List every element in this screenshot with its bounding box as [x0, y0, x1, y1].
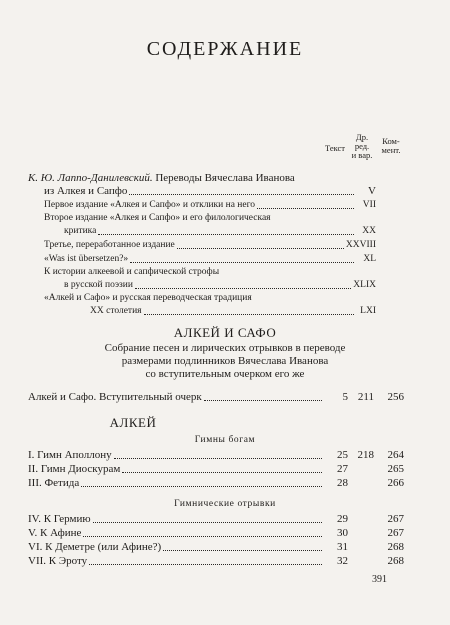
toc-entry[interactable]: VII. К Эроту [28, 554, 324, 568]
section-heading-alkey-sapfo: АЛКЕЙ И САФО [173, 325, 277, 340]
column-header-variants: Др. ред. и вар. [351, 132, 373, 160]
toc-entry[interactable]: XX столетия LXI [90, 306, 376, 316]
toc-entry[interactable]: VI. К Деметре (или Афине?) [28, 540, 324, 554]
toc-entry[interactable]: Третье, переработанное издание XXVIII [44, 240, 376, 250]
text-page: 30 [337, 527, 348, 539]
page-number: 391 [372, 574, 387, 585]
toc-entry[interactable]: III. Фетида [28, 476, 324, 490]
toc-entry[interactable]: «Was ist übersetzen?» XL [44, 254, 376, 264]
variant-page: 218 [357, 449, 374, 461]
section-description: Собрание песен и лирических отрывков в переводе [104, 342, 346, 354]
text-page: 25 [337, 449, 348, 461]
toc-entry[interactable]: Алкей и Сафо. Вступительный очерк [28, 390, 324, 404]
comment-page: 267 [387, 527, 404, 539]
toc-entry-label: Второе издание «Алкея и Сапфо» и его филологическая [44, 213, 271, 223]
comment-page: 267 [387, 513, 404, 525]
toc-entry-label: К истории алкеевой и сапфической строфы [44, 267, 220, 277]
toc-entry[interactable]: II. Гимн Диоскурам [28, 462, 324, 476]
column-header-commentary: Ком- мент. [381, 136, 401, 155]
comment-page: 266 [387, 477, 404, 489]
subsection-heading-fragments: Гимнические отрывки [174, 499, 276, 509]
page-title: СОДЕРЖАНИЕ [146, 38, 304, 60]
text-page: 32 [337, 555, 348, 567]
intro-title: Переводы Вячеслава Иванова [155, 172, 295, 184]
comment-page: 256 [387, 391, 404, 403]
intro-author: К. Ю. Лаппо-Данилевский. [28, 172, 153, 184]
section-description: со вступительным очерком его же [145, 368, 305, 380]
text-page: 27 [337, 463, 348, 475]
toc-entry[interactable]: критика XX [64, 226, 376, 236]
variant-page: 211 [357, 391, 374, 403]
text-page: 29 [337, 513, 348, 525]
toc-entry[interactable]: в русской поэзии XLIX [64, 280, 376, 290]
text-page: 31 [337, 541, 348, 553]
subsection-heading-hymns: Гимны богам [194, 435, 256, 445]
comment-page: 268 [387, 555, 404, 567]
toc-entry[interactable]: IV. К Гермию [28, 512, 324, 526]
section-description: размерами подлинников Вячеслава Иванова [121, 355, 329, 367]
toc-entry[interactable]: Первое издание «Алкея и Сапфо» и отклики на него VII [44, 200, 376, 210]
toc-entry[interactable]: V. К Афине [28, 526, 324, 540]
section-heading-alkey: АЛКЕЙ [109, 415, 157, 430]
column-header-text: Текст [324, 143, 346, 153]
comment-page: 268 [387, 541, 404, 553]
toc-entry-label: «Алкей и Сафо» и русская переводческая традиция [44, 293, 252, 303]
toc-entry[interactable]: из Алкея и Сапфо V [44, 185, 376, 197]
text-page: 28 [337, 477, 348, 489]
text-page: 5 [342, 391, 348, 403]
comment-page: 265 [387, 463, 404, 475]
toc-entry[interactable]: I. Гимн Аполлону [28, 448, 324, 462]
comment-page: 264 [387, 449, 404, 461]
